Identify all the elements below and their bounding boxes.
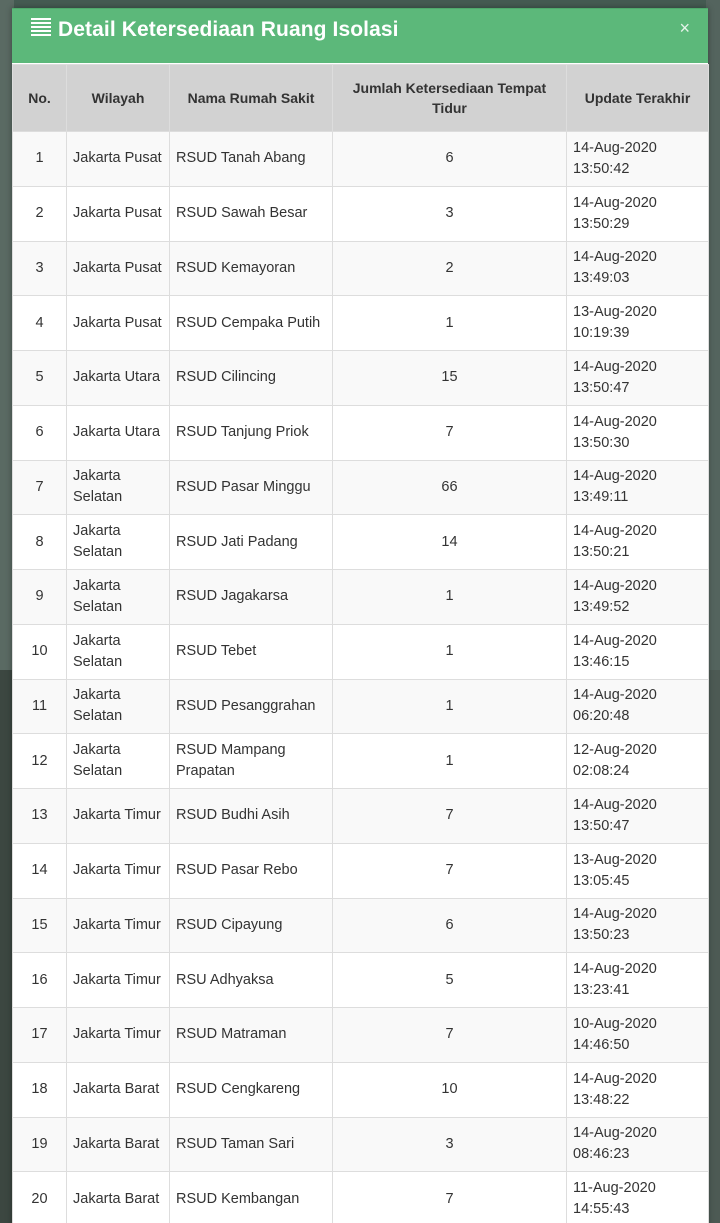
- table-row: [13, 1008, 709, 1063]
- row-last-update: 14-Aug-2020 13:23:41: [567, 953, 709, 1008]
- row-last-update: 14-Aug-2020 13:50:23: [567, 898, 709, 953]
- row-hospital-name: RSU Adhyaksa: [170, 953, 333, 1008]
- row-number: 4: [13, 296, 67, 351]
- row-bed-count: 7: [333, 405, 567, 460]
- row-hospital-name: RSUD Tanah Abang: [170, 132, 333, 187]
- row-hospital-name: RSUD Sawah Besar: [170, 186, 333, 241]
- row-region: Jakarta Utara: [67, 405, 170, 460]
- row-last-update: 14-Aug-2020 13:50:47: [567, 351, 709, 406]
- row-number: 11: [13, 679, 67, 734]
- availability-table: [12, 64, 709, 1223]
- row-last-update: 11-Aug-2020 14:55:43: [567, 1172, 709, 1223]
- row-hospital-name: RSUD Matraman: [170, 1008, 333, 1063]
- row-region: Jakarta Barat: [67, 1117, 170, 1172]
- row-region: Jakarta Timur: [67, 789, 170, 844]
- row-region: Jakarta Pusat: [67, 132, 170, 187]
- row-last-update: 12-Aug-2020 02:08:24: [567, 734, 709, 789]
- row-hospital-name: RSUD Kembangan: [170, 1172, 333, 1223]
- isolation-room-modal: [12, 8, 708, 1223]
- row-region: Jakarta Barat: [67, 1062, 170, 1117]
- table-row: [13, 1062, 709, 1117]
- row-hospital-name: RSUD Pesanggrahan: [170, 679, 333, 734]
- row-region: Jakarta Pusat: [67, 241, 170, 296]
- header-update: Update Terakhir: [567, 65, 709, 132]
- row-hospital-name: RSUD Cempaka Putih: [170, 296, 333, 351]
- table-row: [13, 1117, 709, 1172]
- row-last-update: 14-Aug-2020 13:50:47: [567, 789, 709, 844]
- row-number: 14: [13, 843, 67, 898]
- row-bed-count: 15: [333, 351, 567, 406]
- row-region: Jakarta Pusat: [67, 186, 170, 241]
- modal-title: Detail Ketersediaan Ruang Isolasi: [58, 18, 399, 41]
- row-hospital-name: RSUD Jagakarsa: [170, 570, 333, 625]
- row-region: Jakarta Timur: [67, 1008, 170, 1063]
- header-hospital: Nama Rumah Sakit: [170, 65, 333, 132]
- row-bed-count: 2: [333, 241, 567, 296]
- row-hospital-name: RSUD Cilincing: [170, 351, 333, 406]
- row-bed-count: 1: [333, 570, 567, 625]
- table-container[interactable]: [12, 64, 708, 1223]
- row-last-update: 14-Aug-2020 13:50:21: [567, 515, 709, 570]
- row-number: 20: [13, 1172, 67, 1223]
- row-last-update: 14-Aug-2020 13:49:11: [567, 460, 709, 515]
- row-region: Jakarta Selatan: [67, 570, 170, 625]
- table-row: [13, 624, 709, 679]
- table-row: [13, 460, 709, 515]
- row-region: Jakarta Timur: [67, 843, 170, 898]
- row-last-update: 14-Aug-2020 13:50:42: [567, 132, 709, 187]
- row-number: 1: [13, 132, 67, 187]
- row-number: 3: [13, 241, 67, 296]
- table-body: [13, 132, 709, 1223]
- row-bed-count: 1: [333, 624, 567, 679]
- table-row: [13, 296, 709, 351]
- row-bed-count: 14: [333, 515, 567, 570]
- row-number: 18: [13, 1062, 67, 1117]
- row-number: 9: [13, 570, 67, 625]
- modal-header: [12, 8, 708, 63]
- row-hospital-name: RSUD Jati Padang: [170, 515, 333, 570]
- table-row: [13, 351, 709, 406]
- row-number: 12: [13, 734, 67, 789]
- table-row: [13, 789, 709, 844]
- row-hospital-name: RSUD Tebet: [170, 624, 333, 679]
- row-region: Jakarta Timur: [67, 953, 170, 1008]
- row-number: 19: [13, 1117, 67, 1172]
- row-bed-count: 1: [333, 734, 567, 789]
- list-icon: [31, 18, 51, 36]
- row-last-update: 14-Aug-2020 08:46:23: [567, 1117, 709, 1172]
- row-last-update: 14-Aug-2020 13:48:22: [567, 1062, 709, 1117]
- row-number: 6: [13, 405, 67, 460]
- row-number: 7: [13, 460, 67, 515]
- table-row: [13, 405, 709, 460]
- row-number: 2: [13, 186, 67, 241]
- row-region: Jakarta Timur: [67, 898, 170, 953]
- close-button[interactable]: ×: [679, 18, 690, 38]
- row-bed-count: 7: [333, 789, 567, 844]
- row-hospital-name: RSUD Pasar Rebo: [170, 843, 333, 898]
- row-last-update: 14-Aug-2020 13:46:15: [567, 624, 709, 679]
- row-hospital-name: RSUD Budhi Asih: [170, 789, 333, 844]
- row-region: Jakarta Selatan: [67, 734, 170, 789]
- table-row: [13, 570, 709, 625]
- table-header-row: [13, 65, 709, 132]
- table-row: [13, 515, 709, 570]
- table-row: [13, 898, 709, 953]
- row-bed-count: 1: [333, 679, 567, 734]
- row-hospital-name: RSUD Cipayung: [170, 898, 333, 953]
- row-last-update: 10-Aug-2020 14:46:50: [567, 1008, 709, 1063]
- row-last-update: 14-Aug-2020 13:49:03: [567, 241, 709, 296]
- row-bed-count: 66: [333, 460, 567, 515]
- table-row: [13, 241, 709, 296]
- row-last-update: 14-Aug-2020 13:50:30: [567, 405, 709, 460]
- row-number: 15: [13, 898, 67, 953]
- header-beds: Jumlah Ketersediaan Tempat Tidur: [333, 65, 567, 132]
- row-hospital-name: RSUD Pasar Minggu: [170, 460, 333, 515]
- row-last-update: 13-Aug-2020 10:19:39: [567, 296, 709, 351]
- row-number: 10: [13, 624, 67, 679]
- row-bed-count: 7: [333, 843, 567, 898]
- row-region: Jakarta Utara: [67, 351, 170, 406]
- row-hospital-name: RSUD Tanjung Priok: [170, 405, 333, 460]
- row-region: Jakarta Pusat: [67, 296, 170, 351]
- row-region: Jakarta Selatan: [67, 515, 170, 570]
- row-last-update: 14-Aug-2020 13:49:52: [567, 570, 709, 625]
- header-region: Wilayah: [67, 65, 170, 132]
- row-region: Jakarta Selatan: [67, 679, 170, 734]
- row-number: 13: [13, 789, 67, 844]
- table-row: [13, 734, 709, 789]
- row-hospital-name: RSUD Taman Sari: [170, 1117, 333, 1172]
- row-last-update: 14-Aug-2020 13:50:29: [567, 186, 709, 241]
- table-row: [13, 843, 709, 898]
- row-number: 17: [13, 1008, 67, 1063]
- row-number: 16: [13, 953, 67, 1008]
- row-bed-count: 6: [333, 132, 567, 187]
- table-row: [13, 186, 709, 241]
- row-number: 5: [13, 351, 67, 406]
- row-bed-count: 3: [333, 1117, 567, 1172]
- row-hospital-name: RSUD Kemayoran: [170, 241, 333, 296]
- row-bed-count: 7: [333, 1172, 567, 1223]
- row-hospital-name: RSUD Cengkareng: [170, 1062, 333, 1117]
- header-no: No.: [13, 65, 67, 132]
- row-region: Jakarta Selatan: [67, 624, 170, 679]
- row-bed-count: 10: [333, 1062, 567, 1117]
- row-bed-count: 7: [333, 1008, 567, 1063]
- table-row: [13, 1172, 709, 1223]
- row-last-update: 13-Aug-2020 13:05:45: [567, 843, 709, 898]
- row-hospital-name: RSUD Mampang Prapatan: [170, 734, 333, 789]
- row-bed-count: 1: [333, 296, 567, 351]
- table-row: [13, 679, 709, 734]
- row-region: Jakarta Selatan: [67, 460, 170, 515]
- row-bed-count: 5: [333, 953, 567, 1008]
- table-row: [13, 132, 709, 187]
- row-last-update: 14-Aug-2020 06:20:48: [567, 679, 709, 734]
- row-bed-count: 6: [333, 898, 567, 953]
- table-row: [13, 953, 709, 1008]
- row-bed-count: 3: [333, 186, 567, 241]
- row-region: Jakarta Barat: [67, 1172, 170, 1223]
- row-number: 8: [13, 515, 67, 570]
